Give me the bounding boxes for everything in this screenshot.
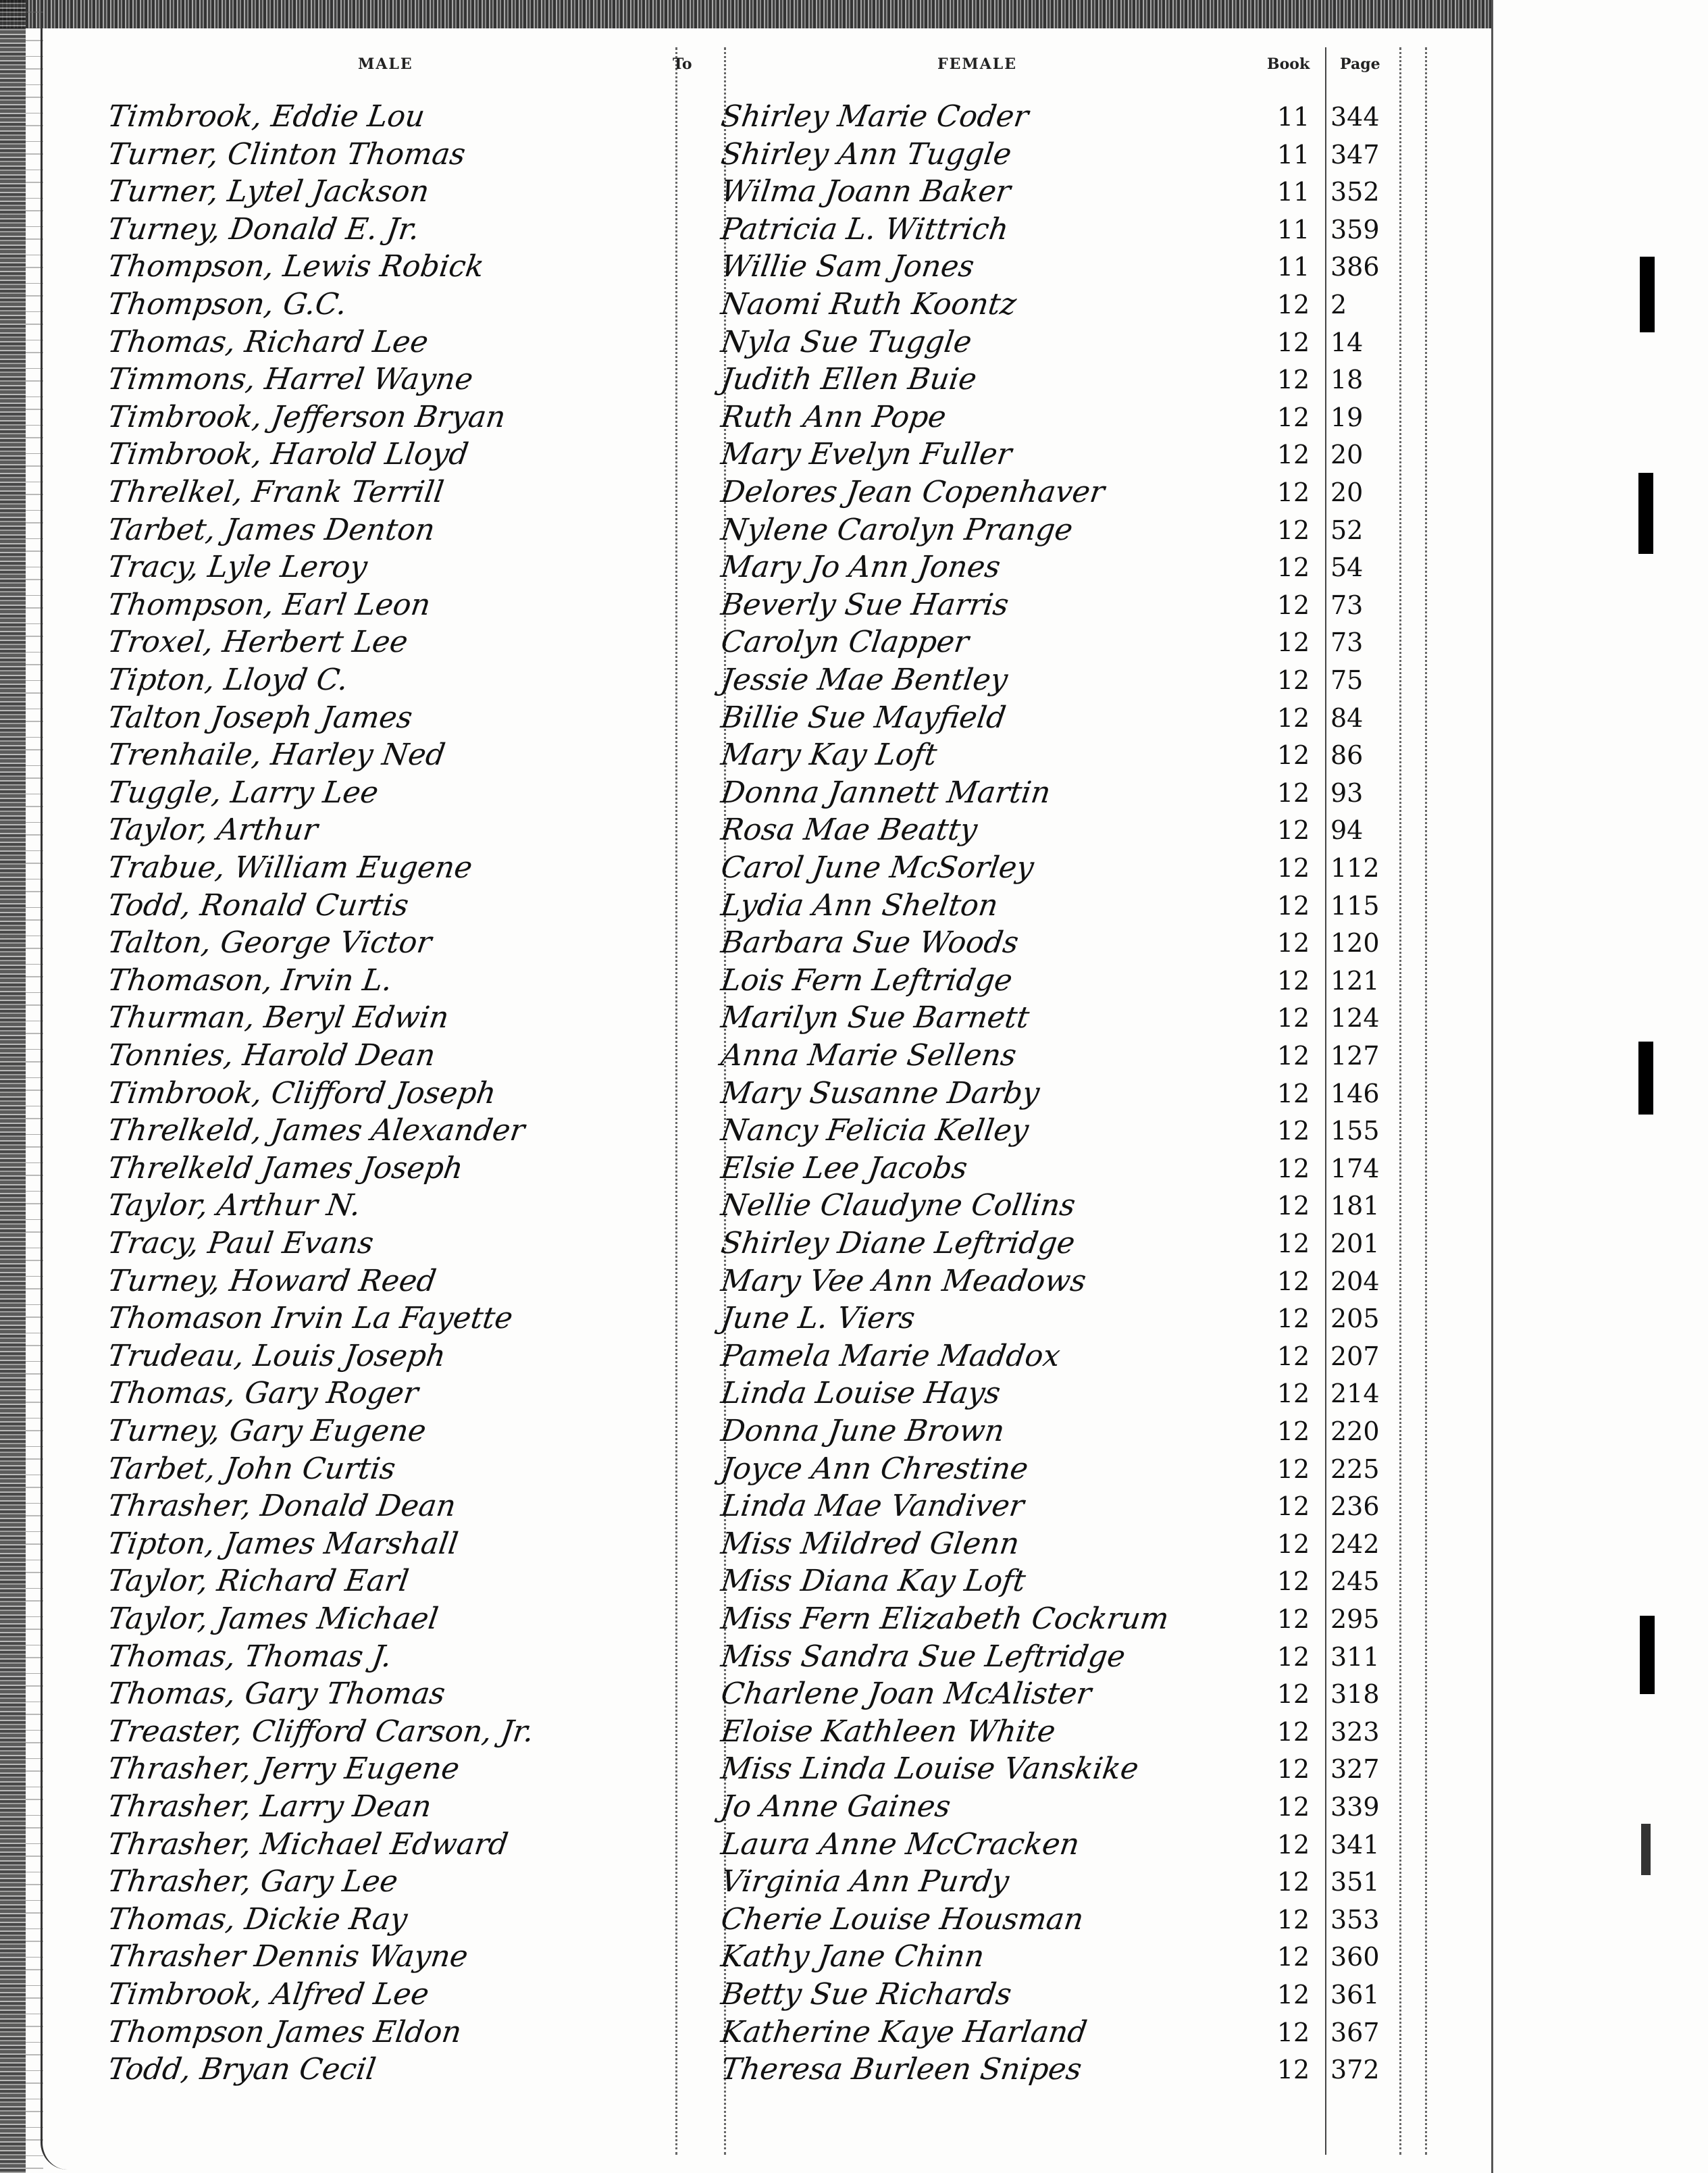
female-name: Nyla Sue Tuggle — [719, 324, 974, 359]
female-name: Jessie Mae Bentley — [719, 663, 1010, 697]
book-number: 12 — [1276, 965, 1310, 996]
table-row — [0, 1077, 1493, 1115]
female-name: Rosa Mae Beatty — [719, 813, 980, 848]
male-name: Timbrook, Harold Lloyd — [105, 437, 471, 472]
male-name: Tracy, Lyle Leroy — [105, 550, 369, 585]
male-name: Thrasher Dennis Wayne — [105, 1939, 471, 1974]
table-row — [0, 889, 1493, 927]
male-name: Talton Joseph James — [105, 700, 415, 735]
table-row — [0, 776, 1493, 814]
page-number: 121 — [1330, 965, 1380, 996]
male-name: Turney, Gary Eugene — [105, 1414, 429, 1448]
table-row — [0, 964, 1493, 1002]
page-number: 75 — [1330, 665, 1364, 695]
male-name: Thompson, G.C. — [105, 287, 349, 322]
book-number: 12 — [1276, 1566, 1310, 1597]
book-number: 12 — [1276, 1041, 1310, 1071]
page-number: 20 — [1330, 440, 1364, 470]
page-number: 205 — [1330, 1304, 1380, 1334]
table-row — [0, 1752, 1493, 1790]
table-row — [0, 1903, 1493, 1941]
page-number: 352 — [1330, 177, 1380, 207]
book-number: 12 — [1276, 628, 1310, 658]
male-name: Troxel, Herbert Lee — [105, 625, 411, 660]
table-row — [0, 1865, 1493, 1903]
male-name: Thrasher, Donald Dean — [105, 1489, 459, 1524]
page-number: 360 — [1330, 1942, 1380, 1972]
table-row — [0, 1039, 1493, 1077]
female-name: Cherie Louise Housman — [719, 1901, 1086, 1937]
header-to: To — [673, 55, 692, 73]
book-number: 11 — [1276, 102, 1310, 132]
book-number: 11 — [1276, 139, 1310, 170]
male-name: Tarbet, James Denton — [105, 512, 438, 547]
book-number: 12 — [1276, 1416, 1310, 1446]
page-number: 214 — [1330, 1379, 1380, 1409]
book-number: 12 — [1276, 553, 1310, 583]
book-number: 12 — [1276, 777, 1310, 808]
table-row — [0, 513, 1493, 551]
page-number: 124 — [1330, 1003, 1380, 1033]
female-name: Lois Fern Leftridge — [719, 963, 1015, 998]
male-name: Thrasher, Jerry Eugene — [105, 1752, 462, 1787]
table-row — [0, 1940, 1493, 1978]
male-name: Thomas, Gary Thomas — [105, 1677, 448, 1712]
female-name: Linda Louise Hays — [719, 1376, 1003, 1411]
male-name: Thompson James Eldon — [105, 2014, 464, 2049]
book-number: 12 — [1276, 590, 1310, 620]
page-number: 351 — [1330, 1867, 1380, 1897]
table-row — [0, 1339, 1493, 1377]
book-number: 12 — [1276, 515, 1310, 545]
book-number: 12 — [1276, 402, 1310, 432]
table-row — [0, 476, 1493, 513]
female-name: Eloise Kathleen White — [719, 1714, 1058, 1749]
female-name: June L. Viers — [719, 1301, 917, 1336]
female-name: Kathy Jane Chinn — [719, 1939, 987, 1974]
table-row — [0, 1114, 1493, 1152]
table-row — [0, 851, 1493, 889]
male-name: Thomas, Dickie Ray — [105, 1901, 410, 1937]
book-number: 12 — [1276, 1754, 1310, 1785]
table-row — [0, 1189, 1493, 1227]
female-name: Ruth Ann Pope — [719, 399, 949, 434]
table-row — [0, 1828, 1493, 1866]
table-row — [0, 326, 1493, 363]
table-row — [0, 1152, 1493, 1190]
female-name: Miss Diana Kay Loft — [719, 1564, 1028, 1599]
book-number: 12 — [1276, 365, 1310, 395]
male-name: Timbrook, Clifford Joseph — [105, 1075, 498, 1110]
female-name: Nylene Carolyn Prange — [719, 512, 1075, 547]
page-number: 146 — [1330, 1078, 1380, 1108]
male-name: Turney, Donald E. Jr. — [105, 211, 422, 247]
female-name: Wilma Joann Baker — [719, 174, 1013, 209]
header-female: FEMALE — [937, 55, 1018, 73]
page-number: 327 — [1330, 1754, 1380, 1785]
page-number: 155 — [1330, 1116, 1380, 1146]
female-name: Nancy Felicia Kelley — [719, 1113, 1031, 1148]
table-row — [0, 1978, 1493, 2016]
page-number: 359 — [1330, 214, 1380, 245]
page-number: 86 — [1330, 740, 1364, 771]
male-name: Thompson, Lewis Robick — [105, 249, 486, 284]
page-number: 93 — [1330, 777, 1364, 808]
female-name: Mary Jo Ann Jones — [719, 550, 1003, 585]
book-number: 12 — [1276, 853, 1310, 883]
table-row — [0, 213, 1493, 251]
table-row — [0, 1302, 1493, 1339]
page-number: 19 — [1330, 402, 1364, 432]
book-number: 12 — [1276, 1341, 1310, 1371]
male-name: Taylor, Richard Earl — [105, 1564, 411, 1599]
book-number: 12 — [1276, 1003, 1310, 1033]
female-name: Lydia Ann Shelton — [719, 888, 1000, 923]
table-row — [0, 1001, 1493, 1039]
male-name: Timbrook, Eddie Lou — [105, 99, 428, 134]
book-number: 11 — [1276, 177, 1310, 207]
table-row — [0, 1452, 1493, 1490]
page-number: 242 — [1330, 1529, 1380, 1559]
page-number: 339 — [1330, 1792, 1380, 1822]
female-name: Mary Vee Ann Meadows — [719, 1263, 1089, 1298]
page-number: 73 — [1330, 590, 1364, 620]
female-name: Joyce Ann Chrestine — [719, 1451, 1031, 1486]
male-name: Todd, Bryan Cecil — [105, 2052, 378, 2087]
male-name: Thurman, Beryl Edwin — [105, 1000, 451, 1036]
page-number: 20 — [1330, 478, 1364, 507]
book-number: 12 — [1276, 1191, 1310, 1221]
female-name: Mary Evelyn Fuller — [719, 437, 1014, 472]
book-number: 12 — [1276, 1491, 1310, 1522]
page-number: 225 — [1330, 1454, 1380, 1484]
female-name: Miss Mildred Glenn — [719, 1526, 1022, 1561]
female-name: Miss Sandra Sue Leftridge — [719, 1639, 1128, 1674]
male-name: Talton, George Victor — [105, 925, 434, 961]
male-name: Treaster, Clifford Carson, Jr. — [105, 1714, 536, 1749]
page-number: 94 — [1330, 815, 1364, 846]
male-name: Tipton, James Marshall — [105, 1526, 461, 1561]
page-number: 204 — [1330, 1266, 1380, 1296]
female-name: Donna Jannett Martin — [719, 775, 1053, 810]
book-number: 12 — [1276, 1792, 1310, 1822]
male-name: Thrasher, Michael Edward — [105, 1826, 511, 1862]
male-name: Tracy, Paul Evans — [105, 1226, 376, 1260]
page-number: 201 — [1330, 1229, 1380, 1258]
book-number: 12 — [1276, 815, 1310, 846]
page-number: 341 — [1330, 1829, 1380, 1860]
table-row — [0, 701, 1493, 739]
book-number: 12 — [1276, 1116, 1310, 1146]
female-name: Naomi Ruth Koontz — [719, 287, 1019, 322]
table-row — [0, 363, 1493, 401]
page-number: 347 — [1330, 139, 1380, 170]
book-number: 12 — [1276, 1980, 1310, 2010]
page-number: 174 — [1330, 1153, 1380, 1183]
male-name: Trabue, William Eugene — [105, 850, 475, 885]
female-name: Nellie Claudyne Collins — [719, 1188, 1078, 1223]
book-number: 12 — [1276, 1942, 1310, 1972]
page-number: 311 — [1330, 1641, 1380, 1672]
male-name: Trudeau, Louis Joseph — [105, 1338, 448, 1373]
female-name: Katherine Kaye Harland — [719, 2014, 1089, 2049]
book-number: 12 — [1276, 290, 1310, 319]
table-row — [0, 175, 1493, 213]
page-number: 18 — [1330, 365, 1364, 395]
male-name: Thomas, Gary Roger — [105, 1376, 421, 1411]
page-number: 181 — [1330, 1191, 1380, 1221]
book-number: 12 — [1276, 1829, 1310, 1860]
male-name: Taylor, Arthur N. — [105, 1188, 363, 1223]
male-name: Threlkeld, James Alexander — [105, 1113, 527, 1148]
book-number: 12 — [1276, 740, 1310, 771]
page-number: 367 — [1330, 2017, 1380, 2047]
female-name: Delores Jean Copenhaver — [719, 475, 1107, 509]
binder-tab-mark — [1640, 257, 1655, 332]
female-name: Virginia Ann Purdy — [719, 1864, 1012, 1899]
female-name: Mary Susanne Darby — [719, 1075, 1042, 1110]
table-row — [0, 2016, 1493, 2053]
male-name: Turner, Clinton Thomas — [105, 136, 468, 172]
book-number: 12 — [1276, 1266, 1310, 1296]
book-number: 12 — [1276, 890, 1310, 921]
female-name: Barbara Sue Woods — [719, 925, 1021, 961]
female-name: Betty Sue Richards — [719, 1977, 1014, 2012]
table-row — [0, 1715, 1493, 1753]
book-number: 12 — [1276, 440, 1310, 470]
page-number: 14 — [1330, 327, 1364, 357]
book-number: 11 — [1276, 214, 1310, 245]
page-number: 207 — [1330, 1341, 1380, 1371]
male-name: Todd, Ronald Curtis — [105, 888, 411, 923]
table-row — [0, 1227, 1493, 1264]
page-number: 236 — [1330, 1491, 1380, 1522]
female-name: Carol June McSorley — [719, 850, 1036, 885]
female-name: Theresa Burleen Snipes — [719, 2052, 1084, 2087]
book-number: 12 — [1276, 1454, 1310, 1484]
table-row — [0, 1602, 1493, 1640]
page-number: 353 — [1330, 1904, 1380, 1935]
table-row — [0, 1677, 1493, 1715]
table-row — [0, 100, 1493, 138]
female-name: Donna June Brown — [719, 1414, 1007, 1448]
table-row — [0, 1264, 1493, 1302]
binder-tab-mark — [1638, 1042, 1653, 1115]
female-name: Judith Ellen Buie — [719, 362, 979, 397]
page-number: 386 — [1330, 252, 1380, 282]
male-name: Thomason, Irvin L. — [105, 963, 395, 998]
book-number: 12 — [1276, 1604, 1310, 1634]
table-row — [0, 738, 1493, 776]
female-name: Miss Linda Louise Vanskike — [719, 1752, 1141, 1787]
book-number: 11 — [1276, 252, 1310, 282]
table-row — [0, 588, 1493, 626]
table-row — [0, 813, 1493, 851]
page-number: 245 — [1330, 1566, 1380, 1597]
male-name: Timbrook, Alfred Lee — [105, 1977, 432, 2012]
male-name: Threlkeld James Joseph — [105, 1150, 465, 1185]
table-row — [0, 1527, 1493, 1565]
male-name: Trenhaile, Harley Ned — [105, 738, 448, 773]
male-name: Tipton, Lloyd C. — [105, 663, 351, 697]
male-name: Threlkel, Frank Terrill — [105, 475, 446, 509]
table-row — [0, 926, 1493, 964]
female-name: Mary Kay Loft — [719, 738, 939, 773]
female-name: Miss Fern Elizabeth Cockrum — [719, 1602, 1171, 1636]
female-name: Marilyn Sue Barnett — [719, 1000, 1032, 1036]
female-name: Patricia L. Wittrich — [719, 211, 1011, 247]
table-row — [0, 1640, 1493, 1678]
book-number: 12 — [1276, 2017, 1310, 2047]
book-number: 12 — [1276, 1379, 1310, 1409]
scan-border-top — [0, 0, 1493, 28]
male-name: Timmons, Harrel Wayne — [105, 362, 475, 397]
header-page: Page — [1340, 55, 1380, 73]
female-name: Pamela Marie Maddox — [719, 1338, 1062, 1373]
binder-tab-mark — [1638, 473, 1653, 554]
table-row — [0, 551, 1493, 588]
male-name: Thompson, Earl Leon — [105, 587, 433, 622]
male-name: Tarbet, John Curtis — [105, 1451, 398, 1486]
table-row — [0, 250, 1493, 288]
female-name: Billie Sue Mayfield — [719, 700, 1008, 735]
table-row — [0, 401, 1493, 438]
page-number: 112 — [1330, 853, 1380, 883]
table-row — [0, 625, 1493, 663]
female-name: Jo Anne Gaines — [719, 1789, 953, 1824]
book-number: 12 — [1276, 478, 1310, 507]
female-name: Anna Marie Sellens — [719, 1038, 1019, 1073]
book-number: 12 — [1276, 1904, 1310, 1935]
page-number: 127 — [1330, 1041, 1380, 1071]
male-name: Turney, Howard Reed — [105, 1263, 439, 1298]
male-name: Taylor, James Michael — [105, 1602, 441, 1636]
header-male: MALE — [358, 55, 413, 73]
female-name: Linda Mae Vandiver — [719, 1489, 1027, 1524]
male-name: Thomas, Richard Lee — [105, 324, 431, 359]
female-name: Charlene Joan McAlister — [719, 1677, 1094, 1712]
table-row — [0, 1414, 1493, 1452]
book-number: 12 — [1276, 1867, 1310, 1897]
page-number: 220 — [1330, 1416, 1380, 1446]
female-name: Laura Anne McCracken — [719, 1826, 1082, 1862]
header-book: Book — [1267, 55, 1310, 73]
page-number: 115 — [1330, 890, 1380, 921]
table-row — [0, 2053, 1493, 2091]
book-number: 12 — [1276, 1078, 1310, 1108]
male-name: Tuggle, Larry Lee — [105, 775, 381, 810]
male-name: Thrasher, Larry Dean — [105, 1789, 434, 1824]
table-row — [0, 288, 1493, 326]
page-number: 318 — [1330, 1679, 1380, 1710]
book-number: 12 — [1276, 1529, 1310, 1559]
female-name: Shirley Ann Tuggle — [719, 136, 1014, 172]
female-name: Elsie Lee Jacobs — [719, 1150, 970, 1185]
table-row — [0, 663, 1493, 701]
table-row — [0, 1790, 1493, 1828]
book-number: 12 — [1276, 702, 1310, 733]
male-name: Timbrook, Jefferson Bryan — [105, 399, 508, 434]
page-number: 295 — [1330, 1604, 1380, 1634]
table-row — [0, 1564, 1493, 1602]
book-number: 12 — [1276, 327, 1310, 357]
book-number: 12 — [1276, 1304, 1310, 1334]
book-number: 12 — [1276, 665, 1310, 695]
female-name: Willie Sam Jones — [719, 249, 977, 284]
page-number: 54 — [1330, 553, 1364, 583]
female-name: Shirley Marie Coder — [719, 99, 1031, 134]
binder-tab-mark — [1641, 1824, 1651, 1875]
male-name: Thrasher, Gary Lee — [105, 1864, 400, 1899]
book-number: 12 — [1276, 1641, 1310, 1672]
table-row — [0, 438, 1493, 476]
binder-tab-mark — [1640, 1616, 1655, 1694]
page-number: 344 — [1330, 102, 1380, 132]
book-number: 12 — [1276, 1716, 1310, 1747]
book-number: 12 — [1276, 1153, 1310, 1183]
page-number: 361 — [1330, 1980, 1380, 2010]
female-name: Carolyn Clapper — [719, 625, 971, 660]
male-name: Tonnies, Harold Dean — [105, 1038, 438, 1073]
book-number: 12 — [1276, 2055, 1310, 2085]
male-name: Turner, Lytel Jackson — [105, 174, 432, 209]
page-number: 120 — [1330, 928, 1380, 958]
female-name: Beverly Sue Harris — [719, 587, 1011, 622]
female-name: Shirley Diane Leftridge — [719, 1226, 1077, 1260]
page-number: 73 — [1330, 628, 1364, 658]
page-number: 84 — [1330, 702, 1364, 733]
table-row — [0, 1377, 1493, 1414]
book-number: 12 — [1276, 1229, 1310, 1258]
page-number: 372 — [1330, 2055, 1380, 2085]
book-number: 12 — [1276, 928, 1310, 958]
page-number: 2 — [1330, 290, 1347, 319]
male-name: Thomason Irvin La Fayette — [105, 1301, 515, 1336]
male-name: Taylor, Arthur — [105, 813, 320, 848]
table-row — [0, 138, 1493, 176]
page-number: 323 — [1330, 1716, 1380, 1747]
table-row — [0, 1489, 1493, 1527]
book-number: 12 — [1276, 1679, 1310, 1710]
page-number: 52 — [1330, 515, 1364, 545]
male-name: Thomas, Thomas J. — [105, 1639, 394, 1674]
